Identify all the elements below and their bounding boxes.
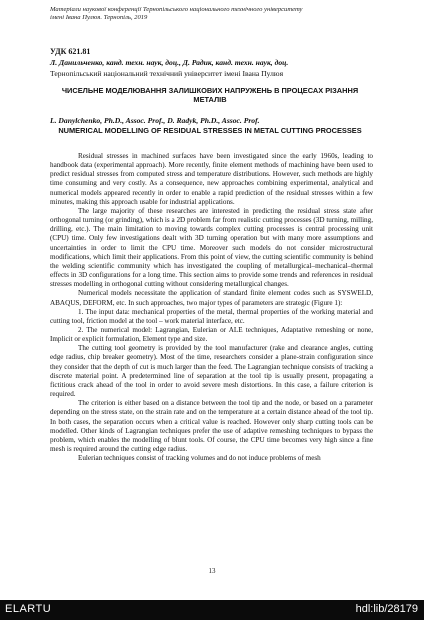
paragraph: 1. The input data: mechanical properties of the metal, thermal properties of the working material and cutting tool, friction model at the tool – work material interface, etc. xyxy=(50,307,373,325)
authors-english: L. Danylchenko, Ph.D., Assoc. Prof., D. Radyk, Ph.D., Assoc. Prof. xyxy=(50,116,260,125)
conference-header-line-2: імені Івана Пулюя. Тернопіль, 2019 xyxy=(50,14,148,21)
paragraph: Residual stresses in machined surfaces have been investigated since the early 1960s, leading to handbook data (experimental approach). More recently, finite element methods of machining have been used to predict residual stresses from computed stress and temperature distributions. However, such methods are highly time consuming and very costly. As a consequence, new approaches combining experimental, analytical and numerical models appeared recently in order to enable a rapid prediction of the residual stresses within a few minutes, making this approach usable for industrial applications. xyxy=(50,152,373,206)
affiliation: Тернопільський національний технічний університет імені Івана Пулюя xyxy=(50,69,284,78)
repository-name[interactable]: ELARTU xyxy=(5,603,52,615)
paragraph: Numerical models necessitate the application of standard finite element codes such as SYSWELD, ABAQUS, DEFORM, etc. In such approaches, two major types of parameters are strategic (Figure 1): xyxy=(50,289,373,307)
page-number: 13 xyxy=(208,567,216,575)
paragraph: The criterion is either based on a distance between the tool tip and the node, or based on a parameter depending on the stress state, on the strain rate and on the temperature at a certain distance ahead of the tool tip. In both cases, the separation occurs when a critical value is reached. However only sharp cutting tools can be modelled. Other kinds of Lagrangian techniques prefer the use of adaptive remeshing techniques to bypass the problem, which enables the modelling of blunt tools. Of course, the CPU time becomes very high since a fine mesh is required around the cutting edge radius. xyxy=(50,399,373,453)
udc-code: УДК 621.81 xyxy=(50,47,91,56)
conference-header xyxy=(50,6,370,22)
paragraph: The large majority of these researches are interested in predicting the residual stress state after orthogonal turning (or grinding), which is a 2D problem far from realistic cutting processes (3D turning, milling, drilling, etc.). The main limitation to moving towards complex cutting processes is central processing unit (CPU) time. Only few investigations dealt with 3D turning operation but with many more assumptions and uncertainties in order to limit the CPU time. Moreover such models do not consider microstructural modifications, which limit their applications. From this point of view, the cutting scientific community is behind the welding scientific community which has investigated the coupling of metallurgical–mechanical–thermal effects in 3D configurations for a long time. This section aims to provide some trends and references in residual stresses modelling in orthogonal cutting without considering metallurgical changes. xyxy=(50,206,373,289)
handle-identifier[interactable]: hdl:lib/28179 xyxy=(355,603,418,615)
paragraph: Eulerian techniques consist of tracking volumes and do not induce problems of mesh xyxy=(78,454,321,463)
conference-header-line-1: Матеріали наукової конференції Тернопільського національного технічного університету xyxy=(50,6,303,13)
title-english: NUMERICAL MODELLING OF RESIDUAL STRESSES IN METAL CUTTING PROCESSES xyxy=(58,126,362,135)
paragraph: The cutting tool geometry is provided by the tool manufacturer (rake and clearance angles, cutting edge radius, chip breaker geometry). Most of the time, researchers consider a plane-strain configuration since they consider that the depth of cut is much larger than the feed. The Lagrangian technique consists of tracking a discrete material point. A predetermined line of separation at the tool tip is usually present, propagating a fictitious crack ahead of the tool in order to avoid severe mesh distortions. In this case, a failure criterion is required. xyxy=(50,344,373,399)
paragraph: 2. The numerical model: Lagrangian, Eulerian or ALE techniques, Adaptative remeshing or none, Implicit or explicit formulation, Element type and size. xyxy=(50,325,373,344)
article-body xyxy=(50,152,373,463)
authors-ukrainian: Л. Данильченко, канд. техн. наук, доц., Д. Радик, канд. техн. наук, доц. xyxy=(50,58,289,67)
title-ukrainian: ЧИСЕЛЬНЕ МОДЕЛЮВАННЯ ЗАЛИШКОВИХ НАПРУЖЕНЬ В ПРОЦЕСАХ РІЗАННЯ МЕТАЛІВ xyxy=(61,86,359,104)
